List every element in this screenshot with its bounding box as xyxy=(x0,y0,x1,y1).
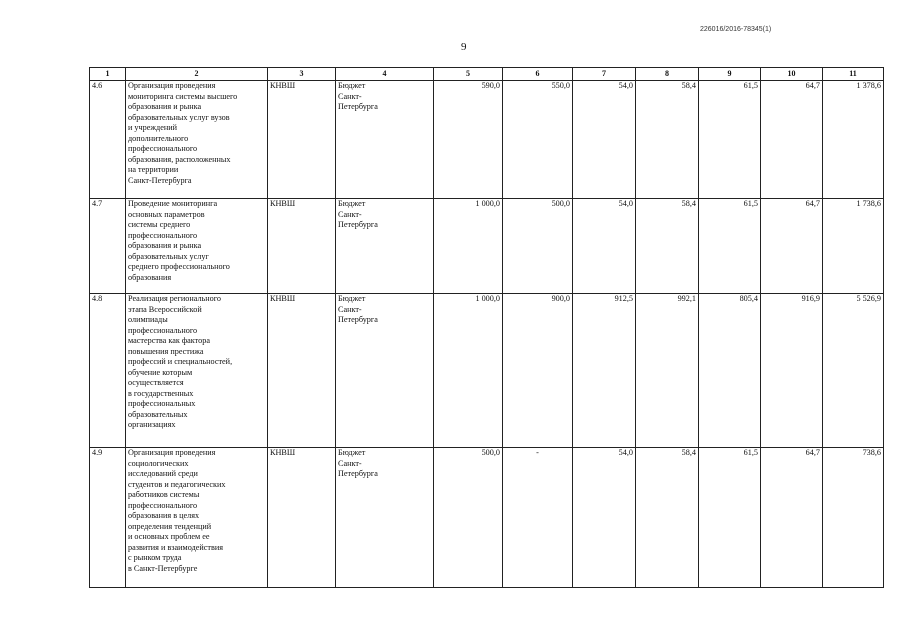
cell-name-line: Реализация регионального xyxy=(128,294,221,303)
cell-name-line: мастерства как фактора xyxy=(128,336,210,345)
cell-name-line: повышения престижа xyxy=(128,346,204,356)
cell-source-line: Бюджет xyxy=(338,294,366,303)
cell-c8: 992,1 xyxy=(636,294,699,448)
cell-name-line: образования xyxy=(128,272,172,282)
cell-c6: 500,0 xyxy=(503,199,573,294)
cell-name xyxy=(126,81,268,199)
column-header-5: 5 xyxy=(434,68,503,81)
cell-name-line: Проведение мониторинга xyxy=(128,199,218,208)
cell-name-line: образовательных xyxy=(128,409,188,419)
budget-table xyxy=(89,67,884,588)
cell-c9: 61,5 xyxy=(699,448,761,588)
column-header-3: 3 xyxy=(268,68,336,81)
cell-c10: 916,9 xyxy=(761,294,823,448)
table-row xyxy=(90,448,884,588)
cell-number: 4.7 xyxy=(90,199,126,294)
column-header-11: 11 xyxy=(823,68,884,81)
cell-name-line: и учреждений xyxy=(128,123,177,132)
cell-name-line: олимпиады xyxy=(128,315,168,324)
cell-source-line: Санкт- xyxy=(338,91,362,101)
cell-source xyxy=(336,294,434,448)
cell-c7: 54,0 xyxy=(573,199,636,294)
cell-c10: 64,7 xyxy=(761,199,823,294)
cell-name-line: исследований среди xyxy=(128,469,198,478)
cell-source-line: Петербурга xyxy=(338,220,378,229)
cell-name-line: образовательных услуг xyxy=(128,251,209,261)
cell-name-line: работников системы xyxy=(128,490,200,499)
cell-name xyxy=(126,448,268,588)
cell-c5: 590,0 xyxy=(434,81,503,199)
cell-name-line: этапа Всероссийской xyxy=(128,304,202,314)
cell-name-line: среднего профессионального xyxy=(128,262,230,271)
column-header-2: 2 xyxy=(126,68,268,81)
cell-source xyxy=(336,448,434,588)
cell-name-line: с рынком труда xyxy=(128,553,182,562)
cell-name-line: и основных проблем ее xyxy=(128,532,210,541)
cell-name-line: Организация проведения xyxy=(128,448,216,457)
cell-executor: КНВШ xyxy=(268,199,336,294)
cell-name-line: профессиональных xyxy=(128,399,196,408)
cell-name-line: студентов и педагогических xyxy=(128,479,226,489)
column-header-4: 4 xyxy=(336,68,434,81)
cell-name-line: осуществляется xyxy=(128,378,184,387)
cell-name-line: образования и рынка xyxy=(128,241,202,250)
cell-source xyxy=(336,81,434,199)
cell-name-line: профессий и специальностей, xyxy=(128,357,233,366)
cell-executor: КНВШ xyxy=(268,294,336,448)
column-header-1: 1 xyxy=(90,68,126,81)
column-header-9: 9 xyxy=(699,68,761,81)
cell-c7: 54,0 xyxy=(573,81,636,199)
document-id: 226016/2016-78345(1) xyxy=(700,26,772,33)
cell-source-line: Санкт- xyxy=(338,458,362,468)
cell-source-line: Петербурга xyxy=(338,469,378,478)
column-header-10: 10 xyxy=(761,68,823,81)
cell-name-line: образования и рынка xyxy=(128,102,202,111)
cell-c5: 1 000,0 xyxy=(434,199,503,294)
cell-name-line: образования в целях xyxy=(128,511,200,520)
cell-name-line: образовательных услуг вузов xyxy=(128,112,230,122)
cell-c10: 64,7 xyxy=(761,81,823,199)
cell-number: 4.9 xyxy=(90,448,126,588)
cell-source-line: Бюджет xyxy=(338,81,366,90)
cell-name-line: основных параметров xyxy=(128,209,205,219)
cell-source xyxy=(336,199,434,294)
cell-name-line: профессионального xyxy=(128,500,198,510)
cell-c6: 900,0 xyxy=(503,294,573,448)
cell-number: 4.8 xyxy=(90,294,126,448)
cell-name-line: Санкт-Петербурга xyxy=(128,175,192,185)
cell-name-line: профессионального xyxy=(128,230,198,240)
cell-name-line: определения тенденций xyxy=(128,521,212,531)
cell-name-line: мониторинга системы высшего xyxy=(128,91,238,101)
cell-c6: - xyxy=(503,448,573,588)
column-header-8: 8 xyxy=(636,68,699,81)
cell-c8: 58,4 xyxy=(636,199,699,294)
column-header-7: 7 xyxy=(573,68,636,81)
cell-name-line: профессионального xyxy=(128,144,198,153)
cell-executor: КНВШ xyxy=(268,448,336,588)
cell-c11: 738,6 xyxy=(823,448,884,588)
cell-name-line: Организация проведения xyxy=(128,81,216,90)
cell-source-line: Бюджет xyxy=(338,199,366,208)
cell-c8: 58,4 xyxy=(636,81,699,199)
cell-c7: 912,5 xyxy=(573,294,636,448)
cell-c9: 805,4 xyxy=(699,294,761,448)
cell-name-line: в Санкт-Петербурге xyxy=(128,563,198,573)
cell-c10: 64,7 xyxy=(761,448,823,588)
page-number: 9 xyxy=(461,41,467,53)
cell-name-line: в государственных xyxy=(128,388,194,398)
cell-c11: 1 738,6 xyxy=(823,199,884,294)
cell-c11: 1 378,6 xyxy=(823,81,884,199)
cell-c11: 5 526,9 xyxy=(823,294,884,448)
table-row xyxy=(90,294,884,448)
cell-source-line: Санкт- xyxy=(338,304,362,314)
cell-c9: 61,5 xyxy=(699,199,761,294)
cell-name-line: дополнительного xyxy=(128,133,189,143)
cell-source-line: Бюджет xyxy=(338,448,366,457)
cell-c6: 550,0 xyxy=(503,81,573,199)
cell-name xyxy=(126,294,268,448)
cell-c5: 500,0 xyxy=(434,448,503,588)
table-row xyxy=(90,199,884,294)
cell-c5: 1 000,0 xyxy=(434,294,503,448)
cell-name-line: на территории xyxy=(128,165,179,174)
cell-source-line: Санкт- xyxy=(338,209,362,219)
cell-c8: 58,4 xyxy=(636,448,699,588)
cell-name-line: системы среднего xyxy=(128,220,191,229)
cell-c9: 61,5 xyxy=(699,81,761,199)
cell-name-line: профессионального xyxy=(128,325,198,335)
column-header-6: 6 xyxy=(503,68,573,81)
cell-name-line: организациях xyxy=(128,420,176,429)
cell-c7: 54,0 xyxy=(573,448,636,588)
cell-name-line: развития и взаимодействия xyxy=(128,542,223,552)
table-header-row xyxy=(90,68,884,81)
cell-name-line: образования, расположенных xyxy=(128,154,231,164)
cell-name-line: социологических xyxy=(128,458,189,468)
cell-number: 4.6 xyxy=(90,81,126,199)
cell-source-line: Петербурга xyxy=(338,102,378,111)
cell-name xyxy=(126,199,268,294)
cell-executor: КНВШ xyxy=(268,81,336,199)
cell-source-line: Петербурга xyxy=(338,315,378,324)
cell-name-line: обучение которым xyxy=(128,367,193,377)
table-row xyxy=(90,81,884,199)
